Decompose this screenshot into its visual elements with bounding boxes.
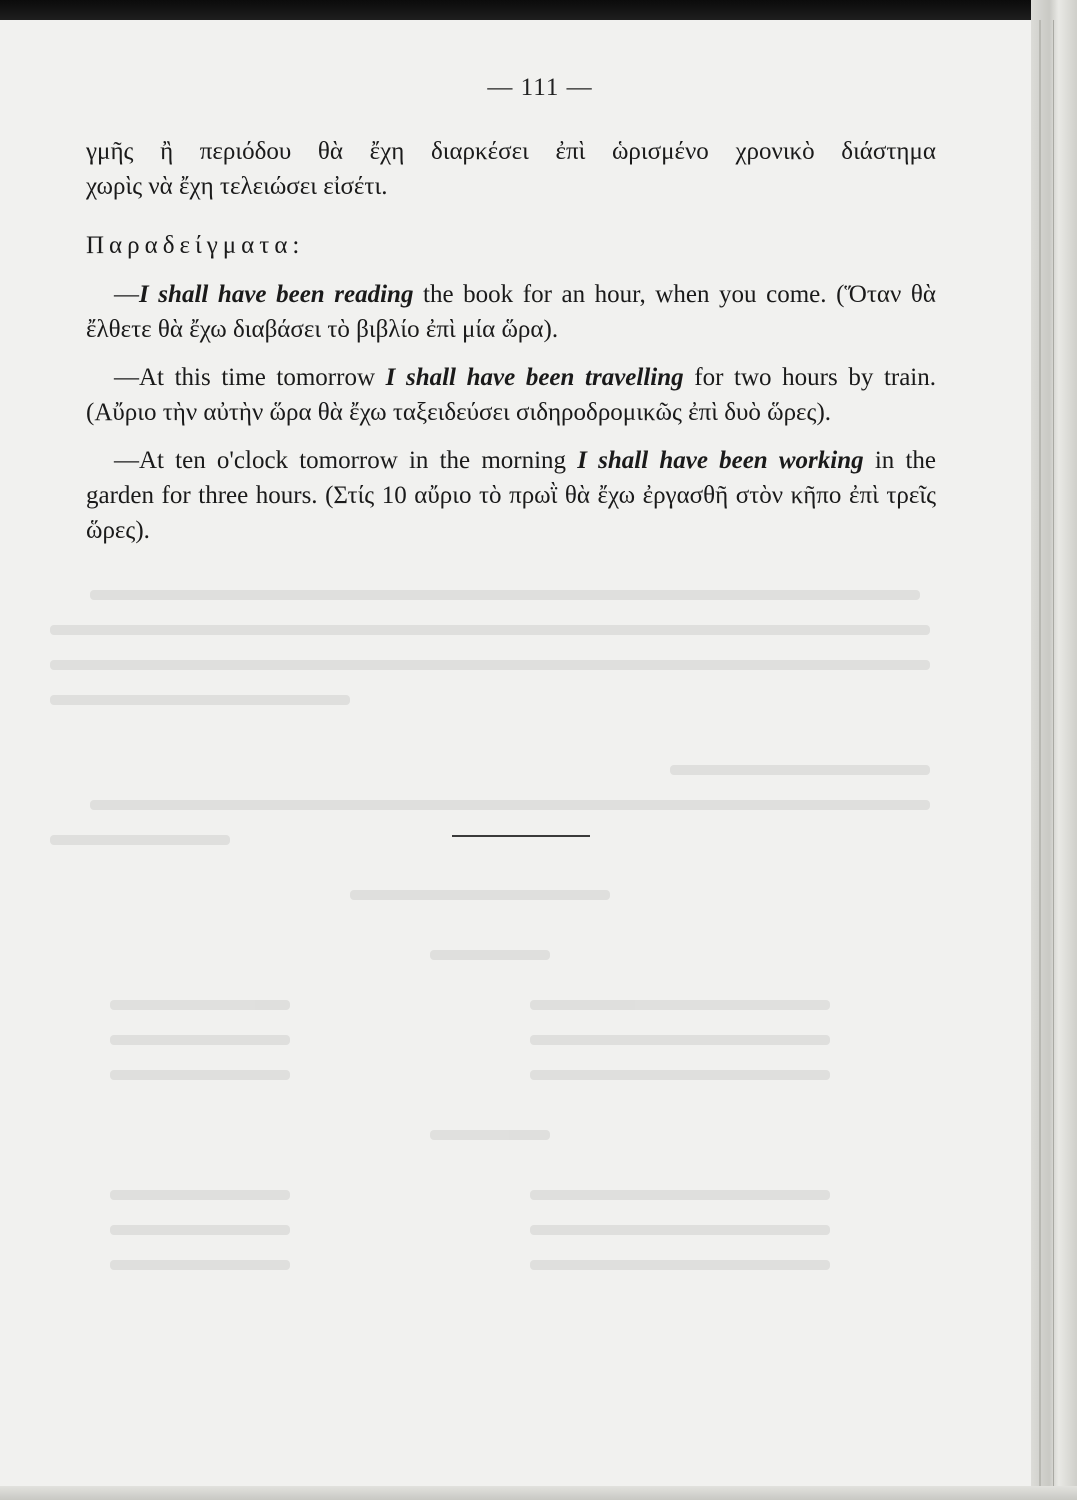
scan-bottom-border xyxy=(0,1486,1077,1500)
bleed-through-texture xyxy=(50,560,950,1460)
example-1-english-italic: I shall have been reading xyxy=(139,281,414,308)
example-2-english-italic: I shall have been travelling xyxy=(385,364,684,391)
example-3-text: in the garden for three hours. (Στίς 10 αὔριο τὸ πρωῒ θὰ ἔχω ἐργασθῆ στὸν κῆπο ἐπὶ τρεῖς ὥρες). xyxy=(86,447,936,544)
continued-paragraph-line-2: χωρὶς νὰ ἔχη τελειώσει εἰσέτι. xyxy=(86,173,388,200)
page-number: — 111 — xyxy=(487,74,593,101)
scan-right-page-edge xyxy=(1031,0,1077,1500)
example-3-english-italic: I shall have been working xyxy=(577,447,864,474)
examples-heading: Παραδείγματα: xyxy=(86,232,305,259)
example-2 xyxy=(86,360,936,430)
example-2-text: for two hours by train. (Αὔριο τὴν αὐτὴν ὥρα θὰ ἔχω ταξειδεύσει σιδηροδρομικῶς ἐπὶ δυὸ ὥρες). xyxy=(86,364,937,426)
scan-top-border xyxy=(0,0,1077,20)
example-2-lead: —At this time tomorrow xyxy=(114,364,386,391)
example-1-text: the book for an hour, when you come. (Ὅταν θὰ ἔλθετε θὰ ἔχω διαβάσει τὸ βιβλίο ἐπὶ μία ὥρα). xyxy=(86,281,936,343)
example-1 xyxy=(86,277,936,347)
page-body xyxy=(86,134,936,561)
example-1-dash: — xyxy=(114,281,139,308)
section-divider-rule xyxy=(452,835,590,837)
example-3 xyxy=(86,443,936,548)
example-3-lead: —At ten o'clock tomorrow in the morning xyxy=(114,447,578,474)
continued-paragraph-line-1: γμῆς ἢ περιόδου θὰ ἔχη διαρκέσει ἐπὶ ὡρισμένο χρονικὸ διάστημα xyxy=(86,138,936,165)
